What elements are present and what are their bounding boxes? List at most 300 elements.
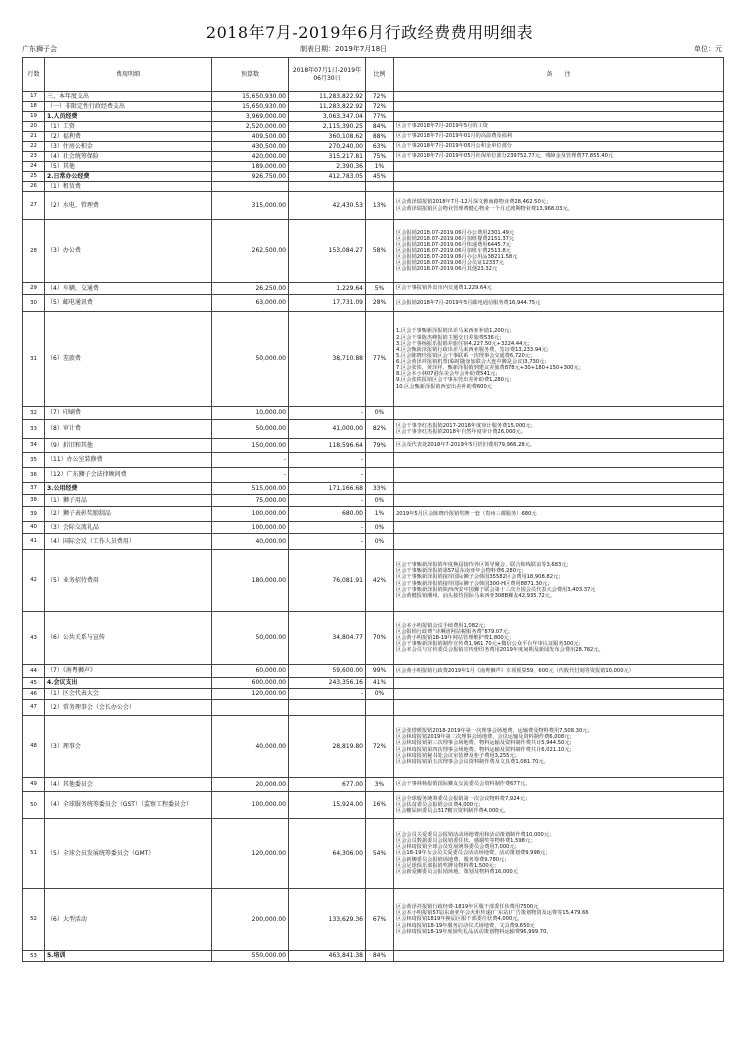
row-budget — [212, 700, 289, 716]
table-row — [23, 407, 724, 420]
row-number: 17 — [23, 92, 45, 102]
row-item: 3.公用经费 — [45, 483, 212, 495]
row-number: 45 — [23, 678, 45, 689]
row-actual: 315,217.81 — [289, 152, 366, 162]
row-number: 48 — [23, 716, 45, 778]
table-row — [23, 182, 724, 192]
row-note — [394, 483, 724, 495]
note-line: 2.区会干事陈杰峰报销主题交日差旅费536元； — [396, 334, 505, 341]
row-actual: 64,306.00 — [289, 819, 366, 889]
table-row — [23, 220, 724, 283]
row-budget: 926,750.00 — [212, 172, 289, 182]
row-budget: 40,000.00 — [212, 534, 289, 550]
note-line: 区会林琦报销秘书处会议室装修及柜子费用3,255元； — [396, 752, 520, 759]
row-budget: 409,500.00 — [212, 132, 289, 142]
row-note — [394, 453, 724, 468]
note-line: 区会林琦报销全球会员发展统筹委员会费用7,000元； — [396, 844, 520, 851]
row-ratio: 67% — [366, 889, 394, 951]
row-note — [394, 819, 724, 889]
row-number: 29 — [23, 283, 45, 295]
row-item: （4）全球服务统筹委员会（GST）（监察工程委员会） — [45, 792, 212, 819]
row-item: （5）全球会员发展统筹委员会（GMT） — [45, 819, 212, 889]
col-header-item: 费用明细 — [45, 58, 212, 92]
row-item: 5.培训 — [45, 951, 212, 962]
note-line: 区会干事李红杰报销2017-2018年度审计服务费15,000元； — [396, 422, 536, 429]
row-ratio: 88% — [366, 132, 394, 142]
row-ratio — [366, 468, 394, 483]
row-budget: 189,000.00 — [212, 162, 289, 172]
row-note — [394, 142, 724, 152]
note-line: 区会报销2018.07-2019.06月其他23.32元 — [396, 266, 498, 273]
note-line: 区会干事李红杰报销2018年自然年度审计费26,000元。 — [396, 429, 526, 435]
row-note — [394, 112, 724, 122]
row-note — [394, 716, 724, 778]
row-note — [394, 220, 724, 283]
note-line: 区会18-19年女会员关爱委员会活动场地费、活动策划费9,998元； — [396, 850, 551, 857]
note-line: 区会黄泽瑞报销2018年7月-12月深文雅南路物业费28,462.50元； — [396, 199, 552, 206]
row-note — [394, 283, 724, 295]
note-line: 区会本会员与宣传委员会报销宣传册印务费用2019年度间期及新闻发布会费用28,782元。 — [396, 647, 604, 654]
row-note — [394, 951, 724, 962]
row-item: （2）水电、管理费 — [45, 192, 212, 220]
note-line: 区会张惜媛报销2018-2019年第一次理事会场地费、运输费及物料费用7,508.30元； — [396, 728, 593, 735]
row-number: 19 — [23, 112, 45, 122]
row-ratio: 1% — [366, 162, 394, 172]
note-line: 区会干事2018年7月-2019年05月社保单位部分239752.77元，残障金及管理费77,855.40元 — [396, 153, 614, 160]
row-number: 40 — [23, 522, 45, 534]
row-note — [394, 778, 724, 792]
row-ratio: 58% — [366, 220, 394, 283]
table-row — [23, 439, 724, 453]
row-budget: 15,650,930.00 — [212, 92, 289, 102]
row-actual: - — [289, 468, 366, 483]
note-line: 区会报销2018.07-2019.06月会员证12337元 — [396, 260, 504, 267]
row-actual: 2,115,390.25 — [289, 122, 366, 132]
row-actual: 28,819.80 — [289, 716, 366, 778]
note-line: 区会黄泽祥报销行政经费-1819年区服干部委任状费用7500元 — [396, 904, 539, 911]
row-budget: 50,000.00 — [212, 312, 289, 407]
row-actual: 3,063,347.04 — [289, 112, 366, 122]
row-number: 44 — [23, 665, 45, 678]
expense-table — [22, 57, 724, 962]
row-note — [394, 152, 724, 162]
row-budget: 75,000.00 — [212, 495, 289, 507]
note-line: 1.区会干事甄新泽报销出差马来西亚补助1,200元； — [396, 328, 515, 335]
note-line: 区会黄小明报销18-19年网站管理维护费1,800元； — [396, 634, 515, 641]
row-actual: 1,229.64 — [289, 283, 366, 295]
note-line: 区会及代表处2018年7-2019年5月折旧费用79,966.28元。 — [396, 442, 536, 449]
row-item: （6）差旅费 — [45, 312, 212, 407]
row-budget: 180,000.00 — [212, 550, 289, 612]
note-line: 区会干事2018年7月-2019年5月的工资 — [396, 123, 488, 130]
row-number: 36 — [23, 468, 45, 483]
row-ratio: 54% — [366, 819, 394, 889]
note-line: 区会报销2018.07-2019.06月办公用品38211.58元 — [396, 254, 518, 261]
note-line: 区会干事甄新泽报销制作宣传费1,961.70元+微信公众平台年审认证服务300元； — [396, 641, 584, 648]
row-budget: 20,000.00 — [212, 778, 289, 792]
note-line: 区会干事甄新泽报销陕西西安中国狮子联会第十三次全国会员代表大会费用3,403.37元 — [396, 586, 596, 593]
row-actual: 360,108.62 — [289, 132, 366, 142]
row-budget: - — [212, 453, 289, 468]
row-actual: 11,283,822.92 — [289, 102, 366, 112]
row-budget: 10,000.00 — [212, 407, 289, 420]
note-line: 区会林琦报销第五次理事会会议资料制作费及文具费1,081.70元。 — [396, 758, 549, 765]
row-item: （5）业务招待费用 — [45, 550, 212, 612]
note-line: 区会报销2018.07-2019.06月加班车费2513.8元 — [396, 247, 511, 254]
row-budget: 3,969,000.00 — [212, 112, 289, 122]
note-line: 区会干事甄新泽报销接待国际狮子会韩国35582区会费用18,908.82元； — [396, 574, 564, 581]
row-budget: 420,000.00 — [212, 152, 289, 162]
table-row — [23, 192, 724, 220]
row-note — [394, 407, 724, 420]
row-actual: - — [289, 534, 366, 550]
row-ratio: 41% — [366, 678, 394, 689]
row-budget: 40,000.00 — [212, 716, 289, 778]
row-item: （2）常务理事会（会长办公会） — [45, 700, 212, 716]
table-row — [23, 112, 724, 122]
row-note — [394, 295, 724, 312]
row-actual: 42,430.53 — [289, 192, 366, 220]
table-row — [23, 172, 724, 182]
row-note — [394, 689, 724, 700]
row-item: （2）狮子表彰奖励制品 — [45, 507, 212, 522]
row-item: （3）理事会 — [45, 716, 212, 778]
row-item: 三、本年度支出 — [45, 92, 212, 102]
row-number: 22 — [23, 142, 45, 152]
note-line: 8.区会本小林07港东美会年会补助费541元； — [396, 371, 501, 378]
table-header-row — [23, 58, 724, 92]
row-actual: 38,710.88 — [289, 312, 366, 407]
organization-name: 广东狮子会 — [22, 45, 57, 53]
row-budget: 50,000.00 — [212, 420, 289, 439]
col-header-budget: 预算数 — [212, 58, 289, 92]
note-line: 区会足球俱乐部报销奖牌及物料费1,500元； — [396, 862, 500, 869]
row-ratio: 82% — [366, 420, 394, 439]
row-actual: 17,731.09 — [289, 295, 366, 312]
row-number: 42 — [23, 550, 45, 612]
row-note — [394, 192, 724, 220]
row-note — [394, 468, 724, 483]
row-note — [394, 665, 724, 678]
col-header-no: 行数 — [23, 58, 45, 92]
table-row — [23, 689, 724, 700]
row-note — [394, 792, 724, 819]
note-line: 区会报销2018.07-2019.06月快递费用6445.7元 — [396, 241, 511, 248]
row-number: 26 — [23, 182, 45, 192]
table-row — [23, 612, 724, 665]
note-line: 区会黄健报销潮州、汕头接待国际马来西亚308B狮友42,935.72元。 — [396, 592, 556, 599]
row-item: （3）住房公积金 — [45, 142, 212, 152]
row-note — [394, 182, 724, 192]
table-row — [23, 700, 724, 716]
row-ratio: 13% — [366, 192, 394, 220]
row-note — [394, 102, 724, 112]
table-row — [23, 716, 724, 778]
row-actual: 11,283,822.92 — [289, 92, 366, 102]
col-header-note: 备 注 — [394, 58, 724, 92]
row-actual: - — [289, 689, 366, 700]
row-ratio: 1% — [366, 507, 394, 522]
row-actual: 463,841.38 — [289, 951, 366, 962]
row-budget: 315,000.00 — [212, 192, 289, 220]
note-line: 区会干事甄新泽报销接待国际狮子会韩国300-H区费用8871.30元； — [396, 580, 553, 587]
row-budget — [212, 182, 289, 192]
table-row — [23, 162, 724, 172]
row-number: 50 — [23, 792, 45, 819]
row-ratio: 63% — [366, 142, 394, 152]
note-line: 3.区会干事杨振乐报销差旅住宿4,227.50元+3224.44元； — [396, 340, 533, 347]
row-actual: 412,783.05 — [289, 172, 366, 182]
table-row — [23, 550, 724, 612]
note-line: 区会干事2018年7月-2019年01月的高温费及福利 — [396, 133, 512, 140]
note-line: 6.区会黄泽祥报销机票(临时随身加联会大连中狮是会议)3,730元； — [396, 359, 550, 365]
row-actual: 41,000.00 — [289, 420, 366, 439]
row-budget: 150,000.00 — [212, 439, 289, 453]
note-line: 5.区会陈晓玲报销区会干事联系一次理事会交通费6,720元； — [396, 352, 536, 359]
row-ratio: 0% — [366, 689, 394, 700]
note-line: 区会本小明报销57届东南亚年会火炬传递(广东站)广告策划物资及运费等15,479.66 — [396, 910, 589, 917]
row-item: （5）其他 — [45, 162, 212, 172]
row-item: （2）福利费 — [45, 132, 212, 142]
row-actual: 34,804.77 — [289, 612, 366, 665]
row-budget: 262,500.00 — [212, 220, 289, 283]
note-line: 区会扶贫委员会报销会议费4,000元； — [396, 801, 484, 808]
table-row — [23, 522, 724, 534]
row-item: （6）公共关系与宣传 — [45, 612, 212, 665]
row-item: （3）办公费 — [45, 220, 212, 283]
row-ratio: 0% — [366, 495, 394, 507]
note-line: 区会林琦报销第四次理事会场地费、物料运输及资料制作费共计6,021.10元； — [396, 746, 575, 753]
row-budget: 50,000.00 — [212, 612, 289, 665]
row-actual: 677.00 — [289, 778, 366, 792]
table-row — [23, 534, 724, 550]
note-line: 区会报销行政费“诗琳团网站税服务费”879.07元； — [396, 628, 513, 635]
table-row — [23, 468, 724, 483]
row-number: 30 — [23, 295, 45, 312]
note-line: 区会林琦报销第三次理事会场地费、物料运输及资料制作费共计5,944.50元； — [396, 740, 575, 747]
table-row — [23, 312, 724, 407]
row-actual: 59,600.00 — [289, 665, 366, 678]
table-row — [23, 495, 724, 507]
table-row — [23, 420, 724, 439]
row-number: 41 — [23, 534, 45, 550]
row-item: （1）工资 — [45, 122, 212, 132]
row-note — [394, 889, 724, 951]
row-budget: 550,000.00 — [212, 951, 289, 962]
row-note — [394, 122, 724, 132]
currency-unit: 单位：元 — [694, 45, 722, 53]
note-line: 区会新狮委员会报销场地费、服务筹费9,780元； — [396, 856, 510, 863]
row-note — [394, 439, 724, 453]
row-budget: 100,000.00 — [212, 507, 289, 522]
report-title: 2018年7月-2019年6月行政经费费用明细表 — [205, 23, 534, 42]
col-header-actual: 2018年07月1日-2019年06月30日 — [289, 58, 366, 92]
note-line: 区会干事报销外出市内交通费1,229.64元 — [396, 285, 492, 292]
row-ratio — [366, 700, 394, 716]
row-budget: 430,500.00 — [212, 142, 289, 152]
table-body — [23, 92, 724, 962]
note-line: 10.区会甄新泽报销西安出差补助费600元 — [396, 383, 492, 390]
note-line: 区会报销2018.07-2019.06月办公费用2301.49元 — [396, 229, 515, 236]
row-number: 35 — [23, 453, 45, 468]
table-row — [23, 122, 724, 132]
row-actual: 153,084.27 — [289, 220, 366, 283]
note-line: 2019年5月区会陈晓玲报销奖牌一套（贵州三都服务）680元 — [396, 510, 537, 517]
report-date: 制表日期：2019年7月18日 — [300, 45, 388, 53]
row-budget: 200,000.00 — [212, 889, 289, 951]
note-line: 区会糖尿病委员会317糖宣资料制作费4,000元。 — [396, 808, 509, 815]
row-ratio: 42% — [366, 550, 394, 612]
row-actual: 76,081.91 — [289, 550, 366, 612]
row-actual: 243,356.16 — [289, 678, 366, 689]
row-note — [394, 612, 724, 665]
row-item: （4）其他委员会 — [45, 778, 212, 792]
row-budget: 100,000.00 — [212, 792, 289, 819]
note-line: 区会新爱狮委员会报销场地、策划及物料费16,000元 — [396, 868, 518, 875]
note-line: 区会林琦报销18-19年服务启动仪式场地费、文具费9,650元 — [396, 922, 535, 929]
table-row — [23, 951, 724, 962]
row-ratio: 84% — [366, 951, 394, 962]
row-item: 1.人员经费 — [45, 112, 212, 122]
row-actual: 680.00 — [289, 507, 366, 522]
row-number: 21 — [23, 132, 45, 142]
note-line: 区会干事甄新泽报销第57届东南亚年会物料费6,280元； — [396, 568, 527, 575]
note-line: 区会会员数据委员会报销委任状、感谢奖等物料费1,598元； — [396, 838, 536, 845]
row-ratio: 0% — [366, 534, 394, 550]
row-number: 24 — [23, 162, 45, 172]
row-actual: 133,629.36 — [289, 889, 366, 951]
table-row — [23, 132, 724, 142]
row-ratio: 0% — [366, 522, 394, 534]
row-budget: 120,000.00 — [212, 689, 289, 700]
row-ratio: 16% — [366, 792, 394, 819]
row-number: 47 — [23, 700, 45, 716]
table-row — [23, 102, 724, 112]
row-actual: - — [289, 453, 366, 468]
row-number: 32 — [23, 407, 45, 420]
table-row — [23, 483, 724, 495]
note-line: 区会林琦报销18-19年度颁奖礼品活动策划物料运输费96,999.70。 — [396, 928, 552, 935]
row-note — [394, 312, 724, 407]
row-note — [394, 678, 724, 689]
row-ratio: 0% — [366, 407, 394, 420]
row-number: 49 — [23, 778, 45, 792]
row-budget: - — [212, 468, 289, 483]
row-actual — [289, 182, 366, 192]
row-budget: 100,000.00 — [212, 522, 289, 534]
note-line: 区会林琦报销1819年换届区服干部委任状费4,000元。 — [396, 916, 523, 923]
row-number: 33 — [23, 420, 45, 439]
row-number: 39 — [23, 507, 45, 522]
note-line: 区会报销2018年7月-2019年5月邮电通信服务费16,944.75元 — [396, 299, 541, 306]
note-line: 区会干事甄新泽报销年度换届接待外区领导聚会、联合和线联谊等3,683元； — [396, 562, 572, 569]
row-ratio: 33% — [366, 483, 394, 495]
note-line: 7.区会张铁、黄泽祥、甄新泽报销到建议差旅费878元+30+180+150+300元； — [396, 365, 584, 372]
row-note — [394, 507, 724, 522]
row-item: 2.日常办公经费 — [45, 172, 212, 182]
row-number: 46 — [23, 689, 45, 700]
row-note — [394, 534, 724, 550]
note-line: 区会会员关爱委员会报销活动场地费用和活动策划制作费10,000元； — [396, 832, 555, 839]
table-row — [23, 142, 724, 152]
note-line: 区会林琦报销2019年第二次理事会场地费、会议运输及资料制作费6,008元； — [396, 734, 575, 741]
row-note — [394, 550, 724, 612]
row-note — [394, 162, 724, 172]
table-row — [23, 778, 724, 792]
row-actual: 2,390.36 — [289, 162, 366, 172]
row-item: （6）大型活动 — [45, 889, 212, 951]
table-row — [23, 889, 724, 951]
row-ratio — [366, 182, 394, 192]
table-row — [23, 453, 724, 468]
row-number: 18 — [23, 102, 45, 112]
row-item: （11）办公室装修费 — [45, 453, 212, 468]
row-budget: 600,000.00 — [212, 678, 289, 689]
row-item: （4）社会统筹保险 — [45, 152, 212, 162]
row-ratio: 75% — [366, 152, 394, 162]
row-number: 31 — [23, 312, 45, 407]
row-budget: 26,250.00 — [212, 283, 289, 295]
row-item: （4）国际会议（工作人员费用） — [45, 534, 212, 550]
row-number: 34 — [23, 439, 45, 453]
row-number: 25 — [23, 172, 45, 182]
table-row — [23, 152, 724, 162]
row-ratio: 28% — [366, 295, 394, 312]
row-note — [394, 700, 724, 716]
row-budget: 15,650,930.00 — [212, 102, 289, 112]
row-budget: 515,000.00 — [212, 483, 289, 495]
table-row — [23, 92, 724, 102]
row-item: （4）车辆、交通费 — [45, 283, 212, 295]
row-item: （7）印刷费 — [45, 407, 212, 420]
note-line: 区会干事2018年7月-2019年05月公积金单位部分 — [396, 143, 512, 150]
row-item: （一）非限定性行政经费支出 — [45, 102, 212, 112]
row-note — [394, 172, 724, 182]
row-ratio: 72% — [366, 716, 394, 778]
table-row — [23, 507, 724, 522]
row-actual: 171,166.68 — [289, 483, 366, 495]
row-item: （12）广东狮子会法律顾问费 — [45, 468, 212, 483]
row-actual: 270,240.00 — [289, 142, 366, 152]
row-actual: 15,924.00 — [289, 792, 366, 819]
row-actual — [289, 700, 366, 716]
table-row — [23, 295, 724, 312]
note-line: 区会本小明报销会议手续费用1,082元； — [396, 622, 489, 629]
row-number: 38 — [23, 495, 45, 507]
row-number: 51 — [23, 819, 45, 889]
row-item: （3）会际交流礼品 — [45, 522, 212, 534]
row-number: 23 — [23, 152, 45, 162]
row-ratio: 5% — [366, 283, 394, 295]
row-number: 27 — [23, 192, 45, 220]
table-row — [23, 678, 724, 689]
row-number: 43 — [23, 612, 45, 665]
row-note — [394, 92, 724, 102]
note-line: 区会黄小明报销行政费2019年1月《南粤狮声》专项预算59，600元（代收代付刻等资报销10,000元） — [396, 667, 634, 674]
row-number: 20 — [23, 122, 45, 132]
row-note — [394, 495, 724, 507]
note-line: 区会黄泽瑞报销区会物业管理费健心物业一个月过渡期物业费13,968.03元。 — [396, 205, 573, 212]
row-ratio: 72% — [366, 102, 394, 112]
note-line: 区会报销2018.07-2019.06月加班餐费2151.37元 — [396, 235, 515, 242]
row-item: （9）折旧和其他 — [45, 439, 212, 453]
row-ratio: 77% — [366, 312, 394, 407]
row-number: 53 — [23, 951, 45, 962]
row-number: 52 — [23, 889, 45, 951]
row-item: （1）狮子用品 — [45, 495, 212, 507]
row-ratio: 70% — [366, 612, 394, 665]
row-ratio: 3% — [366, 778, 394, 792]
